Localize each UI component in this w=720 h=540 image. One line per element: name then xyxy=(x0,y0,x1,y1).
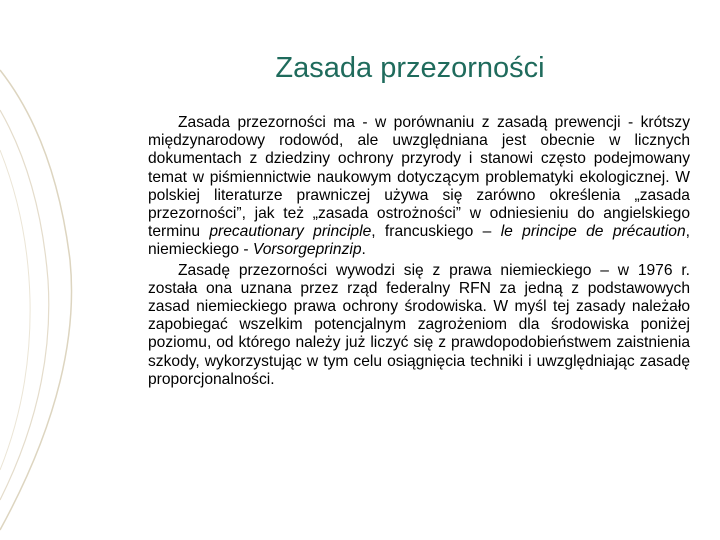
slide-title: Zasada przezorności xyxy=(275,52,545,84)
italic-term: Vorsorgeprinzip xyxy=(252,241,362,259)
paragraph-2 xyxy=(148,262,690,389)
text-segment: Zasada przezorności ma - w porównaniu z zasadą prewencji - krótszy międzynarodowy rodowód, ale uwzględniana jest obecnie w licznych dokumentach z dziedziny ochrony przyrody i stanowi często podejmowany temat w piśmiennictwie naukowym dotyczącym problematyki ekologicznej. W polskiej literaturze prawniczej używa się zarówno określenia „zasada przezorności”, jak też „zasada ostrożności” w odniesieniu do angielskiego terminu xyxy=(148,114,690,241)
text-segment: , francuskiego – xyxy=(371,223,501,241)
arc-inner-2 xyxy=(0,150,30,470)
italic-term: le principe de précaution xyxy=(500,223,686,241)
italic-term: precautionary principle xyxy=(209,223,372,241)
slide-body xyxy=(148,114,690,391)
text-segment: . xyxy=(361,241,366,259)
text-segment: Zasadę przezorności wywodzi się z prawa niemieckiego – w 1976 r. została ona uznana przez rząd federalny RFN za jedną z podstawowych zasad niemieckiego prawa ochrony środowiska. W myśl tej zasady należało zapobiegać wszelkim potencjalnym zagrożeniom dla środowiska poniżej poziomu, od którego należy już liczyć się z prawdopodobieństwem zaistnienia szkody, wykorzystując w tym celu osiągnięcia techniki i uwzględniając zasadę proporcjonalności. xyxy=(148,261,690,388)
paragraph-1 xyxy=(148,114,690,260)
text-segment: , niemieckiego - xyxy=(148,223,690,259)
arc-outer xyxy=(0,70,72,530)
